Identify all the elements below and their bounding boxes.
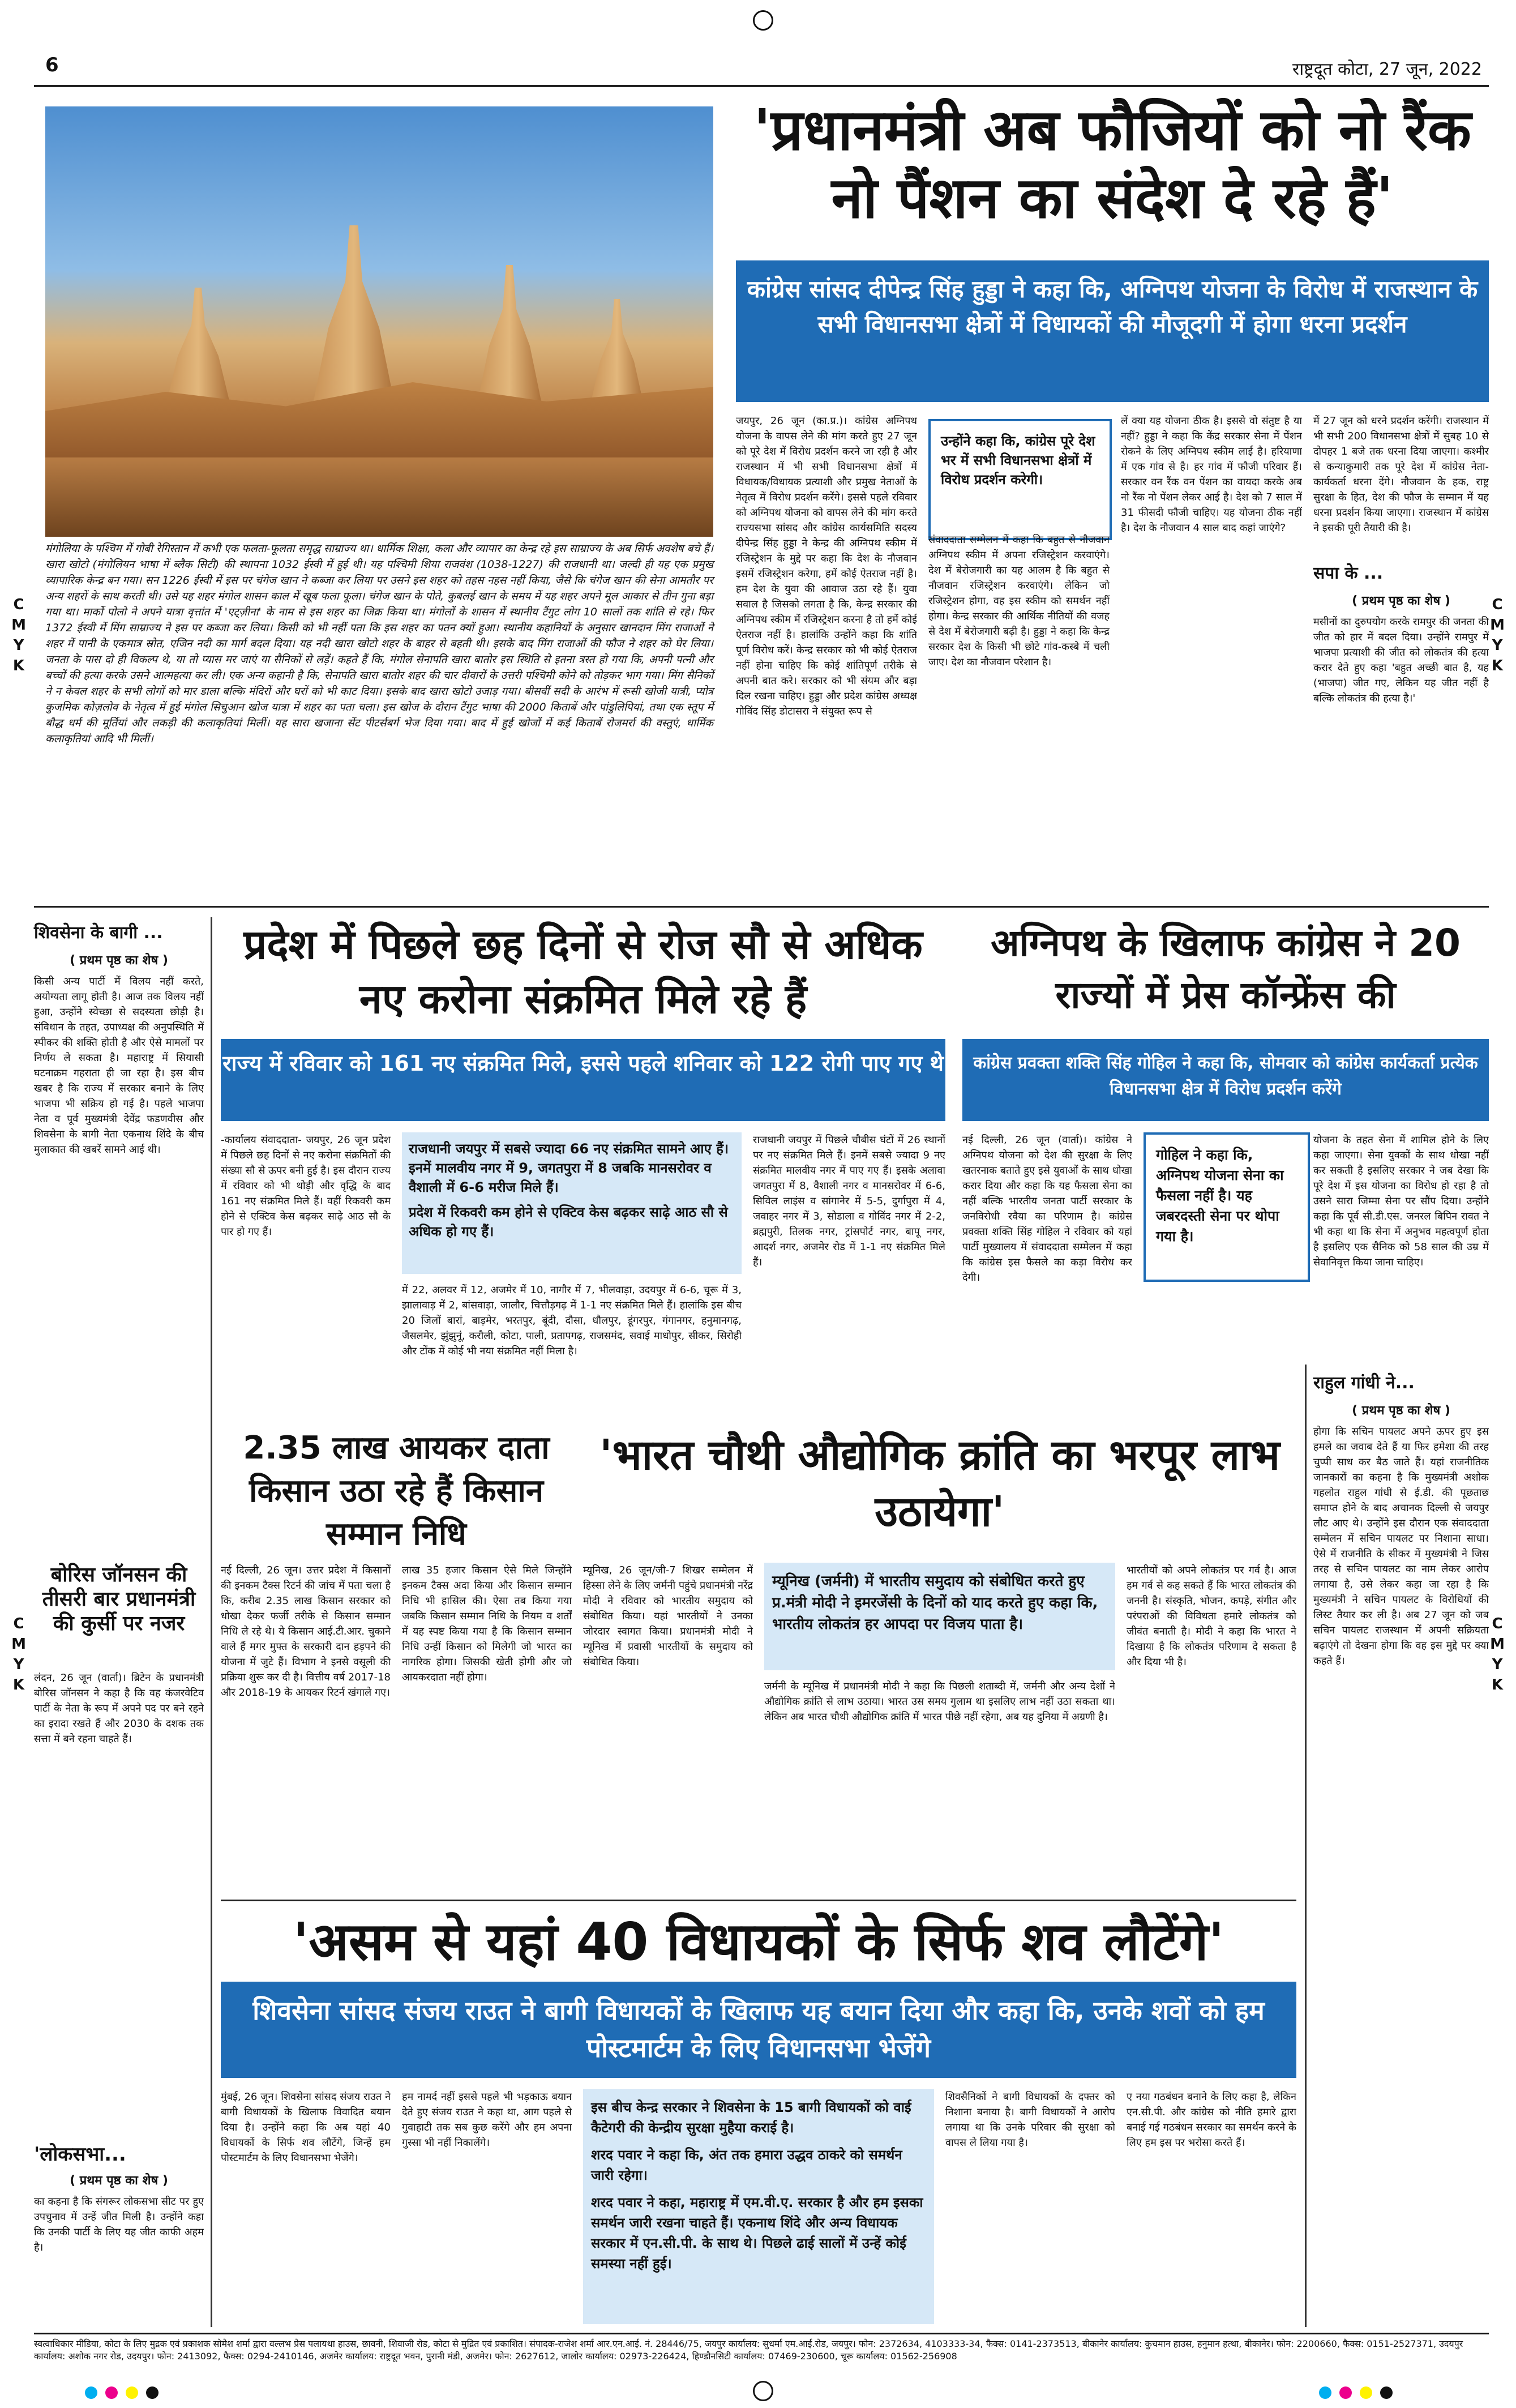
lead-col-4: में 27 जून को धरने प्रदर्शन करेंगी। राजस्थान में भी सभी 200 विधानसभा क्षेत्रों में सुबह 10 से दोपहर 1 बजे तक धरना दिया जाएगा। कश्मीर से कन्याकुमारी तक पूरे देश में कांग्रेस नेता-कार्यकर्ता धरना देंगे। नौजवान के हक, राष्ट्र सुरक्षा के हित, देश की फौज के सम्मान में यह धरना प्रदर्शन किया जाएगा। राजस्थान में कांग्रेस ने इसकी पूरी तैयारी की है।: [1313, 415, 1489, 534]
shivsena-brief-text: किसी अन्य पार्टी में विलय नहीं करते, अयोग्यता लागू होती है। आज तक विलय नहीं हुआ, उन्होंने स्वेच्छा से सदस्यता छोड़ी है। संविधान के तहत, उपाध्यक्ष की अनुपस्थिति में स्पीकर की शक्ति होती है और ऐसे मामलों पर निर्णय ले सकता है। महाराष्ट्र में सियासी घटनाक्रम गहराता ही जा रहा है। इस बीच खबर है कि राज्य में सरकार बनाने के लिए भाजपा भी सक्रिय हो गई है। पहले भाजपा नेता व पूर्व मुख्यमंत्री देवेंद्र फडणवीस और शिवसेना के बागी नेता एकनाथ शिंदे के बीच मुलाकात की खबरें सामने आई थी।: [34, 976, 204, 1156]
lead-col-1: जयपुर, 26 जून (का.प्र.)। कांग्रेस अग्निपथ योजना के वापस लेने की मांग करते हुए 27 जून को पूरे देश में विरोध प्रदर्शन करने जा रही है और राजस्थान में भी सभी विधानसभा क्षेत्रों में विधायक/विधायक प्रत्याशी और प्रमुख नेताओं के नेतृत्व में विरोध प्रदर्शन करेंगे। इससे पहले रविवार को अग्निपथ योजना को वापस लेने की मांग करते राज्यसभा सांसद और कांग्रेस कार्यसमिति सदस्य दीपेन्द्र सिंह हुड्डा ने केन्द्र की अग्निपथ स्कीम में रजिस्ट्रेशन के मुद्दे पर कहा कि देश के नौजवान इसमें रजिस्ट्रेशन करेगा, हमें कोई ऐतराज नहीं है। हम देश के युवा की आवाज उठा रहे हैं। युवा सवाल है जिसको लगता है कि, केन्द्र सरकार की अग्निपथ स्कीम में रजिस्ट्रेशन करना है तो हमें कोई ऐतराज नहीं है। हालांकि उन्होंने कहा कि शांति पूर्ण विरोध करें। केन्द्र सरकार को भी कोई ऐतराज नहीं होना चाहिए कि कोई शांतिपूर्ण तरीके से अपनी बात करे। सरकार को भी संयम और बड़ा दिल रखना चाहिए। हुड्डा और प्रदेश कांग्रेस अध्यक्ष गोविंद सिंह डोटासरा ने संयुक्त रूप से: [736, 415, 917, 717]
cmyk-margin-mark: C M Y K: [1490, 596, 1505, 674]
loksabha-brief-text: का कहना है कि संगरूर लोकसभा सीट पर हुए उपचुनाव में उन्हें जीत मिली है। उन्होंने कहा कि उनकी पार्टी के लिए यह जीत काफी अहम है।: [34, 2196, 204, 2253]
congress-pc-col-1: नई दिल्ली, 26 जून (वार्ता)। कांग्रेस ने अग्निपथ योजना को देश की सुरक्षा के लिए खतरनाक बताते हुए इसे युवाओं के साथ धोखा करार दिया और कहा कि यह फैसला सेना का नहीं बल्कि भारतीय जनता पार्टी सरकार के जनविरोधी रवैया का परिणाम है। कांग्रेस प्रवक्ता शक्ति सिंह गोहिल ने रविवार को यहां पार्टी मुख्यालय में संवाददाता सम्मेलन में कहा कि कांग्रेस इस फैसले का कड़ा विरोध कर देगी।: [962, 1134, 1132, 1284]
assam-col-3: शिवसैनिकों ने बागी विधायकों के दफ्तर को निशाना बनाया है। बागी विधायकों ने आरोप लगाया था कि उनके परिवार की सुरक्षा को वापस ले लिया गया है।: [945, 2091, 1115, 2149]
assam-subhead: शिवसेना सांसद संजय राउत ने बागी विधायकों के खिलाफ यह बयान दिया और कहा कि, उनके शवों को हम पोस्टमार्टम के लिए विधानसभा भेजेंगे: [221, 1982, 1296, 2078]
covid-bullets: [402, 1132, 742, 1274]
photo-caption: मंगोलिया के पश्चिम में गोबी रेगिस्तान में कभी एक फलता-फूलता समृद्ध साम्राज्य था। धार्मिक शिक्षा, कला और व्यापार का केन्द्र रहे इस साम्राज्य के अब सिर्फ अवशेष बचे हैं। खारा खोटो (मंगोलियन भाषा में ब्लैक सिटी) की स्थापना 1032 ईस्वी में हुई थी। यह पश्चिमी शिया राजवंश (1038-1227) की राजधानी था। जल्दी ही यह एक प्रमुख व्यापारिक केन्द्र बन गया। सन 1226 ईस्वी में इस पर चंगेज खान ने कब्जा कर लिया पर उसने इस शहर को तहस नहस नहीं किया, जैसे कि चंगेज खान की सेना आमतौर पर अन्य शहरों के साथ करती थी। उसे यह शहर मंगोल शासन काल में खूब फला फूला। चंगेज खान के पोते, कुबलई खान के समय में यह शहर अपने मूल आकार से तीन गुना बड़ा गया था। मार्को पोलो ने अपने यात्रा वृत्तांत में 'एट्ज़ीना' के नाम से इस शहर का जिक्र किया था। मंगोलों के शासन में स्थानीय टैंगुट लोग 10 सालों तक शांति से रहे। फिर 1372 ईस्वी में मिंग साम्राज्य ने इस पर कब्जा कर लिया। किसी को भी नहीं पता कि इस शहर का पतन क्यों हुआ। स्थानीय कहानियों के अनुसार खानदान मिंग राजाओं ने शहर में पानी के एकमात्र स्रोत, एजिन नदी का मार्ग बदल दिया। यह नदी खारा खोटो शहर के बाहर से बहती थी। इसके बाद मिंग राजाओं की फौज ने शहर को घेर लिया। जनता के पास दो ही विकल्प थे, या तो प्यास मर जाएं या सैनिकों से लड़ें। कहते हैं कि, मंगोल सेनापति खारा बातोर इस स्थिति से इतना त्रस्त हो गया कि, अपनी पत्नी और बच्चों की हत्या करके उसने आत्महत्या कर ली। एक अन्य कहानी है कि, सेनापति खारा बातोर शहर की चार दीवारों के उत्तरी पश्चिमी कोने को तोड़कर भाग गया। मिंग सैनिकों ने न केवल शहर के सभी लोगों को मार डाला बल्कि मंदिरों और घरों को भी काट दिया। इसके बाद खारा खोटो उजाड़ गया। बीसवीं सदी के आरंभ में रूसी खोजी यात्री, प्योत्र कुजमिक कोज़लोव के नेतृत्व में हुई मंगोल सिचुआन खोज यात्रा में शहर का पता चला। इस खोज के दौरान टैंगुट भाषा की 2000 किताबें और पांडुलिपियां, तथा एक स्तूप में बौद्ध धर्म की मूर्तियां और लकड़ी की कलाकृतियां मिलीं। यह सारा खजाना सेंट पीटर्सबर्ग भेज दिया गया। बाद में हुई खोजों में कई किताबें रोजमर्रा की वस्तुएं, धार्मिक कलाकृतियां आदि भी मिलीं।: [45, 542, 713, 745]
covid-col-1: -कार्यालय संवाददाता- जयपुर, 26 जून प्रदेश में पिछले छह दिनों से नए करोना संक्रमितों की संख्या सौ से ऊपर बनी हुई है। इस दौरान राज्य में रविवार को भी थोड़ी और वृद्धि के बाद 161 नए संक्रमित मिले हैं। वहीं रिकवरी कम होने से एक्टिव केस बढ़कर साढ़े आठ सौ के पार हो गए हैं।: [221, 1134, 391, 1238]
section-rule: [221, 1900, 1296, 1901]
covid-col-2: में 22, अलवर में 12, अजमेर में 10, नागौर में 7, भीलवाड़ा, उदयपुर में 6-6, चूरू में 3, झालावाड़ में 2, बांसवाड़ा, जालौर, चित्तौड़गढ़ में 1-1 नए संक्रमित मिले हैं। हालांकि इस बीच 20 जिलों बारां, बाड़मेर, भरतपुर, बूंदी, दौसा, धौलपुर, डूंगरपुर, गंगानगर, हनुमानगढ़, जैसलमेर, झुंझुनूं, करौली, कोटा, पाली, प्रतापगढ़, राजसमंद, सवाई माधोपुर, सीकर, सिरोही और टोंक में कोई भी नया संक्रमित नहीं मिला है।: [402, 1284, 742, 1357]
assam-col-4: ए नया गठबंधन बनाने के लिए कहा है, लेकिन एन.सी.पी. और कांग्रेस को नीति हमारे द्वारा बनाई गई गठबंधन सरकार का समर्थन करने के लिए हम इस पर भरोसा करते हैं।: [1127, 2091, 1296, 2149]
color-dots: [1319, 2386, 1393, 2399]
header-rule: [34, 85, 1489, 87]
loksabha-brief-note: ( प्रथम पृष्ठ का शेष ): [70, 2174, 168, 2188]
modi-col-1: म्यूनिख, 26 जून/जी-7 शिखर सम्मेलन में हिस्सा लेने के लिए जर्मनी पहुंचे प्रधानमंत्री नरेंद्र मोदी ने रविवार को भारतीय समुदाय को संबोधित किया। यहां भारतीयों ने उनका जोरदार स्वागत किया। प्रधानमंत्री मोदी ने म्यूनिख में प्रवासी भारतीयों के समुदाय को संबोधित किया।: [583, 1564, 753, 1668]
registration-mark: [753, 2381, 773, 2401]
lead-subhead: कांग्रेस सांसद दीपेन्द्र सिंह हुड्डा ने कहा कि, अग्निपथ योजना के विरोध में राजस्थान के सभी विधानसभा क्षेत्रों में विधायकों की मौजूदगी में होगा धरना प्रदर्शन: [736, 260, 1489, 402]
dateline: राष्ट्रदूत कोटा, 27 जून, 2022: [1292, 59, 1482, 79]
shivsena-brief-headline: शिवसेना के बागी ...: [34, 923, 163, 943]
cmyk-margin-mark: C M Y K: [1490, 1615, 1505, 1693]
congress-pc-subhead: कांग्रेस प्रवक्ता शक्ति सिंह गोहिल ने कहा कि, सोमवार को कांग्रेस कार्यकर्ता प्रत्येक विधानसभा क्षेत्र में विरोध प्रदर्शन करेंगे: [962, 1039, 1489, 1121]
column-rule: [211, 917, 212, 2327]
column-rule: [1305, 1365, 1307, 2327]
registration-mark: [753, 10, 773, 31]
sapa-text: मसीनों का दुरुपयोग करके रामपुर की जनता की जीत को हार में बदल दिया। उन्होंने रामपुर में भाजपा प्रत्याशी की जीत को लोकतंत्र की हत्या करार देते हुए कहा 'बहुत अच्छी बात है, यह (भाजपा) जीत गए, लेकिन यह जीत नहीं है बल्कि लोकतंत्र की हत्या है।': [1313, 616, 1489, 704]
covid-subhead: राज्य में रविवार को 161 नए संक्रमित मिले, इससे पहले शनिवार को 122 रोगी पाए गए थे: [221, 1039, 945, 1121]
sapa-note: ( प्रथम पृष्ठ का शेष ): [1352, 594, 1450, 608]
congress-pc-col-2: योजना के तहत सेना में शामिल होने के लिए कहा जाएगा। सेना युवकों के साथ धोखा नहीं कर सकती है इसलिए सरकार ने जब देखा कि पूरे देश में इस योजना का विरोध हो रहा है तो उसने सारा जिम्मा सेना पर सौंप दिया। उन्होंने कहा कि पूर्व सी.डी.एस. जनरल बिपिन रावत ने भी कहा था कि सेना में अनुभव महत्वपूर्ण होता है इसलिए एक सैनिक को 58 साल की उम्र में सेवानिवृत्त किया जाना चाहिए।: [1313, 1134, 1489, 1268]
assam-headline: 'असम से यहां 40 विधायकों के सिर्फ शव लौटेंगे': [293, 1911, 1224, 1972]
covid-headline: प्रदेश में पिछले छह दिनों से रोज सौ से अधिक नए करोना संक्रमित मिले रहे हैं: [243, 921, 923, 1023]
boris-brief-headline: बोरिस जॉनसन की तीसरी बार प्रधानमंत्री की कुर्सी पर नजर: [42, 1563, 196, 1636]
sapa-headline: सपा के ...: [1313, 563, 1384, 583]
rahul-brief-note: ( प्रथम पृष्ठ का शेष ): [1352, 1404, 1450, 1418]
assam-col-2: हम नामर्द नहीं इससे पहले भी भड़काऊ बयान देते हुए संजय राउत ने कहा था, आग पहले से गुवाहाटी तक सब कुछ करेंगे और हम अपना गुस्सा भी नहीं निकालेंगे।: [402, 2091, 572, 2149]
kisan-headline: 2.35 लाख आयकर दाता किसान उठा रहे हैं किसान सम्मान निधि: [243, 1430, 550, 1552]
assam-bullet: इस बीच केन्द्र सरकार ने शिवसेना के 15 बागी विधायकों को वाई कैटेगरी की केन्द्रीय सुरक्षा मुहैया कराई है।: [591, 2099, 911, 2136]
assam-bullets: [583, 2089, 934, 2324]
rahul-brief-text: होगा कि सचिन पायलट अपने ऊपर हुए इस हमले का जवाब देते हैं या फिर हमेशा की तरह चुप्पी साध कर बैठ जाते हैं। यहां राजनीतिक जानकारों का कहना है कि मुख्यमंत्री अशोक गहलोत राहुल गांधी से ई.डी. की पूछताछ समाप्त होने के बाद अचानक दिल्ली से जयपुर लौट आए थे। उन्होंने इस दौरान एक संवाददाता सम्मेलन में सचिन पायलट पर निशाना साधा। ऐसे में राजनीति के सीकर में मुख्यमंत्री ने जिस तरह से सचिन पायलट का नाम लेकर आरोप लगाया है, उसे लेकर कहा जा रहा है कि मुख्यमंत्री ने सचिन पायलट के विरोधियों की लिस्ट तैयार कर ली है। अब 27 जून को जब सचिन पायलट राजस्थान में अपनी सक्रियता बढ़ाएंगे तो देखना होगा कि वह इस मुद्दे पर क्या कहते हैं।: [1313, 1426, 1489, 1667]
modi-col-2: जर्मनी के म्यूनिख में प्रधानमंत्री मोदी ने कहा कि पिछली शताब्दी में, जर्मनी और अन्य देशों ने औद्योगिक क्रांति से लाभ उठाया। भारत उस समय गुलाम था इसलिए लाभ नहीं उठा सकता था। लेकिन अब भारत चौथी औद्योगिक क्रांति में भारत पीछे नहीं रहेगा, अब यह दुनिया में अग्रणी है।: [764, 1680, 1115, 1723]
assam-bullet: शरद पवार ने कहा, महाराष्ट्र में एम.वी.ए. सरकार है और हम इसका समर्थन जारी रखना चाहते हैं। एकनाथ शिंदे और अन्य विधायक सरकार में एन.सी.पी. के साथ थे। पिछले ढाई सालों में उन्हें कोई समस्या नहीं हुई।: [591, 2195, 923, 2272]
lead-headline: 'प्रधानमंत्री अब फौजियों को नो रैंक नो पैंशन का संदेश दे रहे हैं': [753, 97, 1471, 231]
modi-pull-quote: म्यूनिख (जर्मनी) में भारतीय समुदाय को संबोधित करते हुए प्र.मंत्री मोदी ने इमरजेंसी के दिनों को याद करते हुए कहा कि, भारतीय लोकतंत्र हर आपदा पर विजय पाता है।: [764, 1563, 1115, 1670]
modi-headline: 'भारत चौथी औद्योगिक क्रांति का भरपूर लाभ उठायेगा': [599, 1431, 1280, 1536]
covid-bullet: राजधानी जयपुर में सबसे ज्यादा 66 नए संक्रमित सामने आए हैं। इनमें मालवीय नगर में 9, जगतपुरा में 8 जबकि मानसरोवर व वैशाली में 6-6 मरीज मिले हैं।: [409, 1141, 729, 1195]
congress-pc-pull-quote: गोहिल ने कहा कि, अग्निपथ योजना सेना का फैसला नहीं है। यह जबरदस्ती सेना पर थोपा गया है।: [1144, 1132, 1310, 1282]
page-number: 6: [45, 54, 59, 76]
khara-khoto-photo: [45, 106, 713, 537]
kisan-col-2: लाख 35 हजार किसान ऐसे मिले जिन्होंने इनकम टैक्स अदा किया और किसान सम्मान निधि भी हासिल की। ऐसा तब किया गया जबकि किसान सम्मान निधि के नियम व शर्तों में यह स्पष्ट किया गया है कि किसान सम्मान निधि उन्हीं किसान को मिलेगी जो भारत का नागरिक होगा। जिसकी खेती होगी और जो आयकरदाता नहीं होगा।: [402, 1564, 572, 1683]
assam-bullet: शरद पवार ने कहा कि, अंत तक हमारा उद्धव ठाकरे को समर्थन जारी रहेगा।: [591, 2147, 902, 2183]
loksabha-brief-headline: 'लोकसभा...: [34, 2143, 126, 2166]
congress-pc-headline: अग्निपथ के खिलाफ कांग्रेस ने 20 राज्यों में प्रेस कॉन्फ्रेंस की: [991, 921, 1461, 1017]
lead-col-2: संवाददाता सम्मेलन में कहा कि बहुत से नौजवान अग्निपथ स्कीम में अपना रजिस्ट्रेशन करवाएंगे। देश में बेरोजगारी का यह आलम है कि बहुत से नौजवान रजिस्ट्रेशन करवाएंगे। लेकिन जो रजिस्ट्रेशन होगा, वह इस स्कीम को समर्थन नहीं होगा। केन्द्र सरकार की आर्थिक नीतियों की वजह से देश में बेरोजगारी बढ़ी है। हुड्डा ने कहा कि केन्द्र सरकार देश के किसी भी छोटे गांव-कस्बे में चली जाए। देश का नौजवान परेशान है।: [928, 534, 1110, 668]
color-dots: [85, 2386, 159, 2399]
cmyk-margin-mark: C M Y K: [11, 596, 26, 674]
lead-pull-quote: उन्होंने कहा कि, कांग्रेस पूरे देश भर में सभी विधानसभा क्षेत्रों में विरोध प्रदर्शन करेगी।: [928, 419, 1112, 540]
cmyk-margin-mark: C M Y K: [11, 1615, 26, 1693]
boris-brief-text: लंदन, 26 जून (वार्ता)। ब्रिटेन के प्रधानमंत्री बोरिस जॉनसन ने कहा है कि वह कंजरवेटिव पार्टी के नेता के रूप में अपने पद पर बने रहने का इरादा रखते हैं और 2030 के दशक तक सत्ता में बने रहना चाहते हैं।: [34, 1672, 204, 1745]
covid-bullet: प्रदेश में रिकवरी कम होने से एक्टिव केस बढ़कर साढ़े आठ सौ से अधिक हो गए हैं।: [409, 1204, 728, 1239]
rahul-brief-headline: राहुल गांधी ने...: [1313, 1373, 1415, 1393]
kisan-col-1: नई दिल्ली, 26 जून। उत्तर प्रदेश में किसानों की इनकम टैक्स रिटर्न की जांच में पता चला है कि, करीब 2.35 लाख किसान सरकार को धोखा देकर फर्जी तरीके से किसान सम्मान निधि ले रहे थे। ये किसान आई.टी.आर. चुकाने वाले हैं मगर मुफ्त के सरकारी दान हड़पने की योजना में जुटे हैं। विभाग ने इनसे वसूली की प्रक्रिया शुरू कर दी है। वित्तीय वर्ष 2017-18 और 2018-19 के आयकर रिटर्न खंगाले गए।: [221, 1564, 391, 1699]
covid-col-3: राजधानी जयपुर में पिछले चौबीस घंटों में 26 स्थानों पर नए संक्रमित मिले हैं। इनमें सबसे ज्यादा 9 नए संक्रमित मालवीय नगर में पाए गए हैं। इसके अलावा जगतपुरा में 8, वैशाली नगर व मानसरोवर में 6-6, सिविल लाइंस व सांगानेर में 5-5, दुर्गापुरा में 4, जवाहर नगर में 3, सोडाला व गोविंद नगर में 2-2, ब्रह्मपुरी, तिलक नगर, ट्रांसपोर्ट नगर, बापू नगर, आदर्श नगर, अजमेर रोड में 1-1 नए संक्रमित मिले हैं।: [753, 1134, 945, 1268]
assam-col-1: मुंबई, 26 जून। शिवसेना सांसद संजय राउत ने बागी विधायकों के खिलाफ विवादित बयान दिया है। उन्होंने कहा कि अब यहां 40 विधायकों के सिर्फ शव लौटेंगे, जिन्हें हम पोस्टमार्टम के लिए विधानसभा भेजेंगे।: [221, 2091, 391, 2164]
imprint-line: स्वत्वाधिकार मीडिया, कोटा के लिए मुद्रक एवं प्रकाशक सोमेश शर्मा द्वारा वल्लभ प्रेस पलायथा हाउस, छावनी, शिवाजी रोड, कोटा से मुद्रित एवं प्रकाशित। संपादक-राजेश शर्मा आर.एन.आई. नं. 28446/75, जयपुर कार्यालय: सुधर्मा एम.आई.रोड, जयपुर। फोन: 2372634, 4103333-34, फैक्स: 0141-2373513, बीकानेर कार्यालय: कुचमान हाउस, हनुमान हत्था, बीकानेर। फोन: 2200660, फैक्स: 0151-2527371, उदयपुर कार्यालय: अशोक नगर रोड, उदयपुर। फोन: 2413092, फैक्स: 0294-2410146, अजमेर कार्यालय: राष्ट्रदूत भवन, पुरानी मंडी, अजमेर। फोन: 2627612, जालोर कार्यालय: 02973-226424, हिण्डौनसिटी कार्यालय: 07469-230600, चूरू कार्यालय: 01562-256908: [34, 2333, 1489, 2363]
shivsena-brief-note: ( प्रथम पृष्ठ का शेष ): [70, 953, 168, 968]
section-rule: [34, 906, 1489, 908]
lead-col-3: लें क्या यह योजना ठीक है। इससे वो संतुष्ट है या नहीं? हुड्डा ने कहा कि केंद्र सरकार सेना में पेंशन रोकने के लिए अग्निपथ स्कीम लाई है। हरियाणा में एक गांव से है। हर गांव में फौजी परिवार हैं। सरकार वन रैंक वन पेंशन का वायदा करके अब नो रैंक नो पेंशन लेकर आई है। देश को 7 साल में 31 फीसदी फौजी चाहिए। यह योजना ठीक नहीं है। देश के नौजवान 4 साल बाद कहां जाएंगे?: [1121, 415, 1302, 534]
modi-col-3: भारतीयों को अपने लोकतंत्र पर गर्व है। आज हम गर्व से कह सकते हैं कि भारत लोकतंत्र की जननी है। संस्कृति, भोजन, कपड़े, संगीत और परंपराओं की विविधता हमारे लोकतंत्र को जीवंत बनाती है। मोदी ने कहा कि भारत ने दिखाया है कि लोकतंत्र परिणाम दे सकता है और दिया भी है।: [1127, 1564, 1296, 1668]
